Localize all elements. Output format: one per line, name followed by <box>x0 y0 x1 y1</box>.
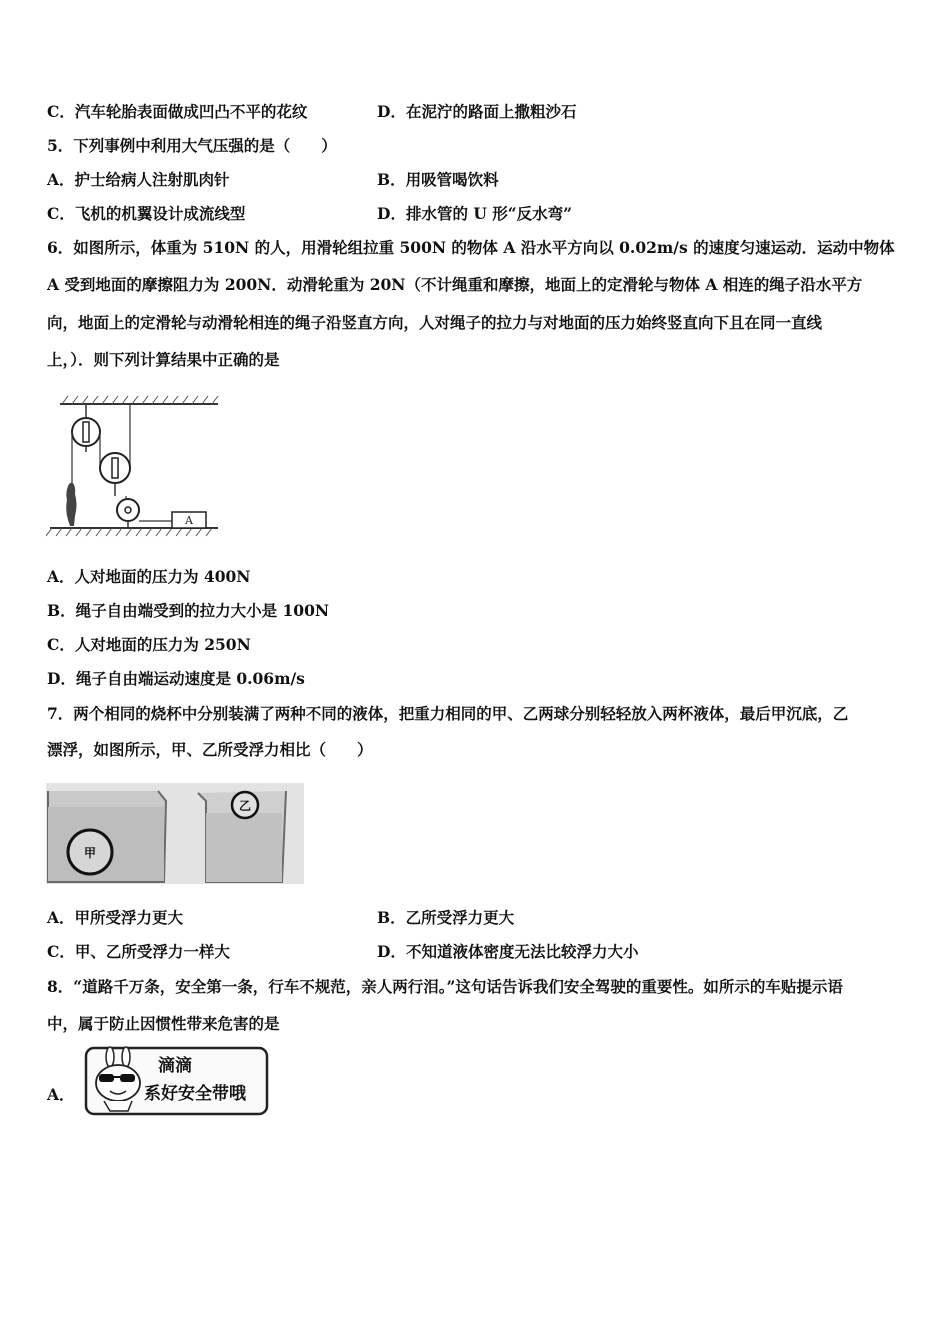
q6-stem-line-1: 6．如图所示，体重为 510N 的人，用滑轮组拉重 500N 的物体 A 沿水平方向以 0.02m/s 的速度匀速运动．运动中物体 <box>47 238 895 257</box>
q6-option-b: B．绳子自由端受到的拉力大小是 100N <box>47 601 330 620</box>
q4-option-c: C．汽车轮胎表面做成凹凸不平的花纹 <box>47 102 308 121</box>
q6-option-a: A．人对地面的压力为 400N <box>47 567 251 586</box>
q5-option-d: D．排水管的 U 形“反水弯” <box>377 204 573 223</box>
q8-stem-line-1: 8．“道路千万条，安全第一条，行车不规范，亲人两行泪。”这句话告诉我们安全驾驶的重要性。如所示的车贴提示语 <box>47 977 843 996</box>
pulley-system-figure <box>46 392 221 542</box>
beakers-figure <box>46 783 304 884</box>
q5-option-c: C．飞机的机翼设计成流线型 <box>47 204 246 223</box>
q6-option-d: D．绳子自由端运动速度是 0.06m/s <box>47 669 305 688</box>
q7-option-c: C．甲、乙所受浮力一样大 <box>47 942 230 961</box>
sticker-message: 系好安全带哦 <box>144 1084 246 1104</box>
seatbelt-sticker <box>84 1045 270 1117</box>
q8-stem-line-2: 中，属于防止因惯性带来危害的是 <box>47 1014 280 1033</box>
q5-option-a: A．护士给病人注射肌肉针 <box>47 170 230 189</box>
ball-jia-label: 甲 <box>83 846 97 860</box>
q4-option-d: D．在泥泞的路面上撒粗沙石 <box>377 102 577 121</box>
q7-stem-line-1: 7．两个相同的烧杯中分别装满了两种不同的液体，把重力相同的甲、乙两球分别轻轻放入两杯液体，最后甲沉底，乙 <box>47 704 849 723</box>
q7-stem-line-2: 漂浮，如图所示，甲、乙所受浮力相比（ ） <box>47 740 373 759</box>
q6-option-c: C．人对地面的压力为 250N <box>47 635 251 654</box>
q6-stem-line-3: 向，地面上的定滑轮与动滑轮相连的绳子沿竖直方向，人对绳子的拉力与对地面的压力始终竖直向下且在同一直线 <box>47 313 823 332</box>
q5-option-b: B．用吸管喝饮料 <box>377 170 499 189</box>
q5-stem: 5．下列事例中利用大气压强的是（ ） <box>47 136 337 155</box>
block-a-label: A <box>185 514 193 527</box>
ball-yi-label: 乙 <box>238 799 252 813</box>
q6-stem-line-2: A 受到地面的摩擦阻力为 200N．动滑轮重为 20N（不计绳重和摩擦，地面上的定滑轮与物体 A 相连的绳子沿水平方 <box>47 275 863 294</box>
q8-option-a-label: A． <box>47 1085 75 1104</box>
q6-stem-line-4: 上，）．则下列计算结果中正确的是 <box>47 350 280 369</box>
sticker-title: 滴滴 <box>158 1056 192 1076</box>
q7-option-d: D．不知道液体密度无法比较浮力大小 <box>377 942 639 961</box>
q7-option-b: B．乙所受浮力更大 <box>377 908 515 927</box>
q7-option-a: A．甲所受浮力更大 <box>47 908 184 927</box>
